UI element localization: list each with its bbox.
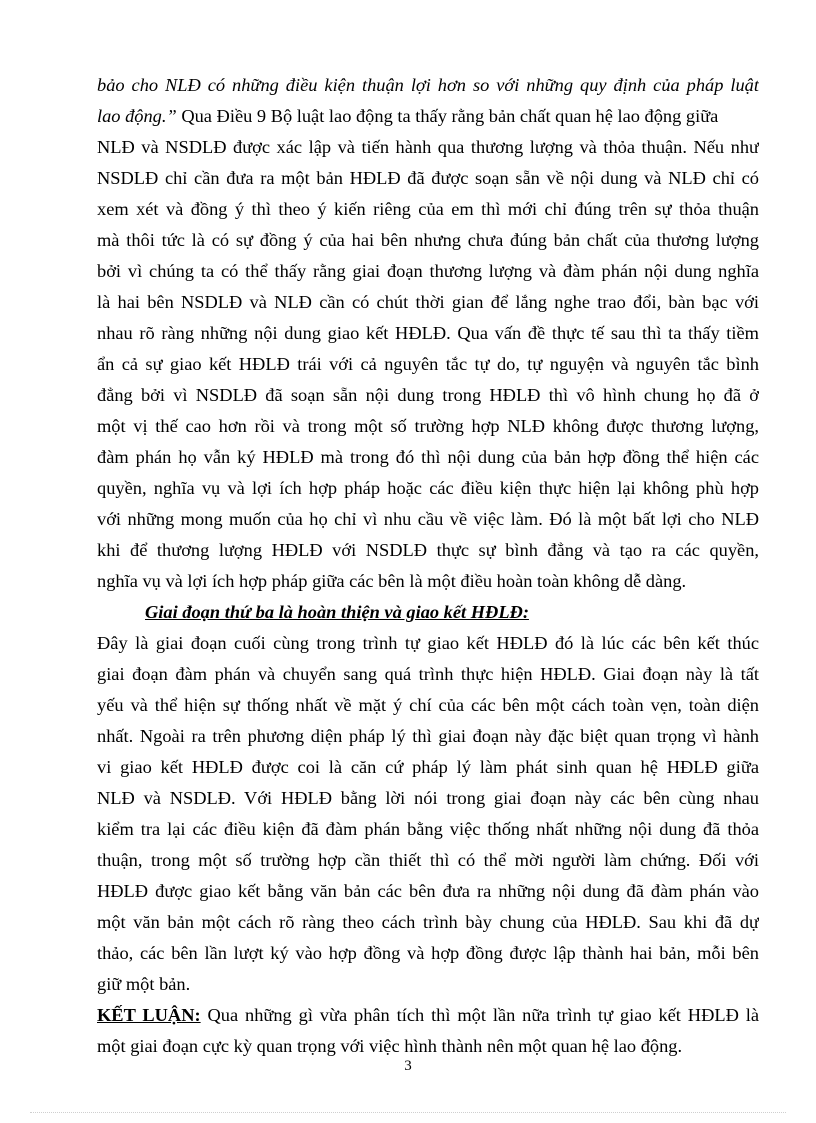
paragraph-line: bởi vì chúng ta có thể thấy rằng giai đoạn thương lượng và đàm phán nội dung nghĩa [97, 261, 759, 281]
paragraph-line: quyền, nghĩa vụ và lợi ích hợp pháp hoặc các điều kiện thực hiện lại không phù hợp [97, 478, 759, 498]
conclusion-label: KẾT LUẬN: [97, 1005, 201, 1025]
paragraph-line [97, 104, 759, 128]
paragraph-line: kiểm tra lại các điều kiện đã đàm phán bằng việc thống nhất những nội dung đã thỏa [97, 819, 759, 839]
paragraph-line: thuận, trong một số trường hợp cần thiết thì có thể mời người làm chứng. Đối với [97, 850, 759, 870]
paragraph-line: NLĐ và NSDLĐ. Với HĐLĐ bằng lời nói trong giai đoạn này các bên cùng nhau [97, 788, 759, 808]
page-bottom-divider [30, 1112, 786, 1113]
paragraph-line: nhất. Ngoài ra trên phương diện pháp lý thì giai đoạn này đặc biệt quan trọng vì hành [97, 726, 759, 746]
paragraph-line: một văn bản một cách rõ ràng theo cách trình bày chung của HĐLĐ. Sau khi đã dự [97, 912, 759, 932]
paragraph-line: yếu và thể hiện sự thống nhất về mặt ý chí của các bên một cách toàn vẹn, toàn diện [97, 695, 759, 715]
paragraph-line: đàm phán họ vẫn ký HĐLĐ mà trong đó thì nội dung của bản hợp đồng thể hiện các [97, 447, 759, 467]
conclusion-line-2: một giai đoạn cực kỳ quan trọng với việc hình thành nên một quan hệ lao động. [97, 1036, 683, 1056]
paragraph-line: đẳng bởi vì NSDLĐ đã soạn sẵn nội dung trong HĐLĐ thì vô hình chung họ đã ở [97, 385, 759, 405]
conclusion-line-1 [97, 1003, 759, 1027]
section-heading-text: Giai đoạn thứ ba là hoàn thiện và giao kết HĐLĐ: [145, 602, 529, 622]
paragraph-line: xem xét và đồng ý thì theo ý kiến riêng của em thì mới chỉ đúng trên sự thỏa thuận [97, 199, 759, 219]
quote-line-1: bảo cho NLĐ có những điều kiện thuận lợi hơn so với những quy định của pháp luật [97, 75, 759, 95]
conclusion-text: Qua những gì vừa phân tích thì một lần nữa trình tự giao kết HĐLĐ là [200, 1005, 759, 1025]
page-number: 3 [404, 1058, 412, 1074]
paragraph-line: giữ một bản. [97, 974, 191, 994]
paragraph-line: Đây là giai đoạn cuối cùng trong trình tự giao kết HĐLĐ đó là lúc các bên kết thúc [97, 633, 759, 653]
quote-continuation: Qua Điều 9 Bộ luật lao động ta thấy rằng bản chất quan hệ lao động giữa [176, 106, 719, 126]
paragraph-line: vi giao kết HĐLĐ được coi là căn cứ pháp lý làm phát sinh quan hệ HĐLĐ giữa [97, 757, 759, 777]
paragraph-line: giai đoạn đàm phán và chuyển sang quá trình thực hiện HĐLĐ. Giai đoạn này là tất [97, 664, 759, 684]
paragraph-line: ẩn cả sự giao kết HĐLĐ trái với cả nguyên tắc tự do, tự nguyện và nguyên tắc bình [97, 354, 759, 374]
paragraph-line: nhau rõ ràng những nội dung giao kết HĐLĐ. Qua vấn đề thực tế sau thì ta thấy tiềm [97, 323, 759, 343]
paragraph-line: mà thôi tức là có sự đồng ý của hai bên nhưng chưa đúng bản chất của thương lượng [97, 230, 759, 250]
paragraph-line: với những mong muốn của họ chỉ vì nhu cầu về việc làm. Đó là một bất lợi cho NLĐ [97, 509, 759, 529]
section-heading [145, 600, 759, 624]
paragraph-line: NLĐ và NSDLĐ được xác lập và tiến hành qua thương lượng và thỏa thuận. Nếu như [97, 137, 759, 157]
paragraph-line: NSDLĐ chỉ cần đưa ra một bản HĐLĐ đã được soạn sẵn về nội dung và NLĐ chỉ có [97, 168, 759, 188]
quote-end: lao động.” [97, 106, 177, 126]
paragraph-line: là hai bên NSDLĐ và NLĐ cần có chút thời gian để lắng nghe trao đổi, bàn bạc với [97, 292, 759, 312]
paragraph-line: khi để thương lượng HĐLĐ với NSDLĐ thực sự bình đẳng và tạo ra các quyền, [97, 540, 759, 560]
paragraph-line: nghĩa vụ và lợi ích hợp pháp giữa các bên là một điều hoàn toàn không dễ dàng. [97, 571, 687, 591]
paragraph-line: HĐLĐ được giao kết bằng văn bản các bên đưa ra những nội dung đã đàm phán vào [97, 881, 759, 901]
paragraph-line: một vị thế cao hơn rồi và trong một số trường hợp NLĐ không được thương lượng, [97, 416, 759, 436]
paragraph-line: thảo, các bên lần lượt ký vào hợp đồng và hợp đồng được lập thành hai bản, mỗi bên [97, 943, 759, 963]
